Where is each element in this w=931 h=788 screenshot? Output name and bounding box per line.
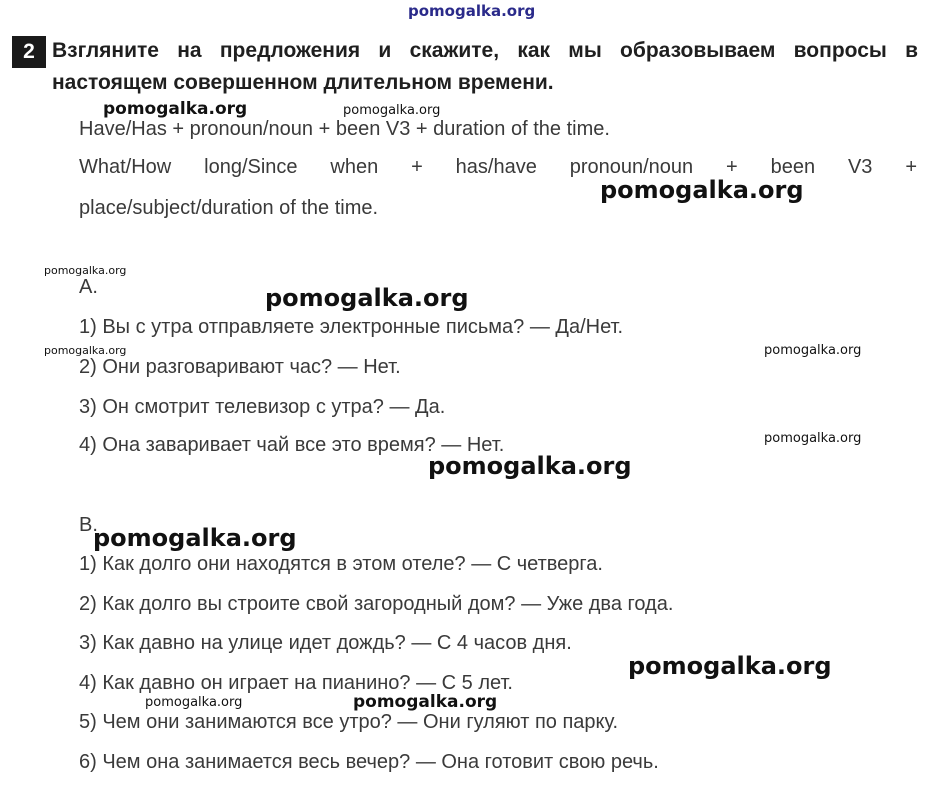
section-a-label: A.	[79, 276, 98, 298]
task-title-line-1: Взгляните на предложения и скажите, как мы образовываем вопросы в	[52, 39, 918, 62]
section-a-item: 3) Он смотрит телевизор с утра? — Да.	[79, 396, 446, 418]
section-b-label: B.	[79, 514, 98, 536]
watermark: pomogalka.org	[103, 99, 248, 119]
watermark: pomogalka.org	[600, 176, 804, 204]
formula-question-part: been	[770, 156, 816, 178]
watermark: pomogalka.org	[353, 692, 498, 712]
section-b-item: 6) Чем она занимается весь вечер? — Она готовит свою речь.	[79, 751, 659, 773]
formula-question-part: +	[726, 156, 738, 178]
watermark: pomogalka.org	[343, 103, 441, 118]
watermark: pomogalka.org	[764, 431, 862, 446]
watermark: pomogalka.org	[764, 343, 862, 358]
formula-question-part: +	[905, 156, 917, 178]
formula-question-part: V3	[847, 156, 873, 178]
formula-question-part: long/Since	[204, 156, 298, 178]
formula-question-part: +	[411, 156, 423, 178]
watermark: pomogalka.org	[44, 264, 127, 277]
watermark: pomogalka.org	[44, 344, 127, 357]
formula-question-continuation: place/subject/duration of the time.	[79, 197, 379, 219]
section-b-item: 2) Как долго вы строите свой загородный дом? — Уже два года.	[79, 593, 674, 615]
watermark: pomogalka.org	[265, 284, 469, 312]
section-b-item: 3) Как давно на улице идет дождь? — С 4 часов дня.	[79, 632, 572, 654]
section-b-item: 5) Чем они занимаются все утро? — Они гуляют по парку.	[79, 711, 619, 733]
section-a-item: 1) Вы с утра отправляете электронные письма? — Да/Нет.	[79, 316, 624, 338]
formula-statement: Have/Has + pronoun/noun + been V3 + duration of the time.	[79, 118, 610, 140]
formula-question-part: What/How	[79, 156, 172, 178]
watermark: pomogalka.org	[628, 652, 832, 680]
formula-question-part: has/have	[455, 156, 537, 178]
task-number-badge: 2	[12, 36, 46, 68]
task-title	[52, 38, 918, 98]
site-watermark-top: pomogalka.org	[408, 2, 536, 20]
task-title-line-2: настоящем совершенном длительном времени.	[52, 71, 554, 94]
watermark: pomogalka.org	[93, 524, 297, 552]
formula-question-part: when	[330, 156, 379, 178]
section-a-item: 4) Она заваривает чай все это время? — Нет.	[79, 434, 505, 456]
formula-question-part: pronoun/noun	[569, 156, 694, 178]
section-a-item: 2) Они разговаривают час? — Нет.	[79, 356, 401, 378]
section-b-item: 4) Как давно он играет на пианино? — С 5 лет.	[79, 672, 513, 694]
section-b-item: 1) Как долго они находятся в этом отеле? — С четверга.	[79, 553, 603, 575]
watermark: pomogalka.org	[145, 695, 243, 710]
watermark: pomogalka.org	[428, 452, 632, 480]
